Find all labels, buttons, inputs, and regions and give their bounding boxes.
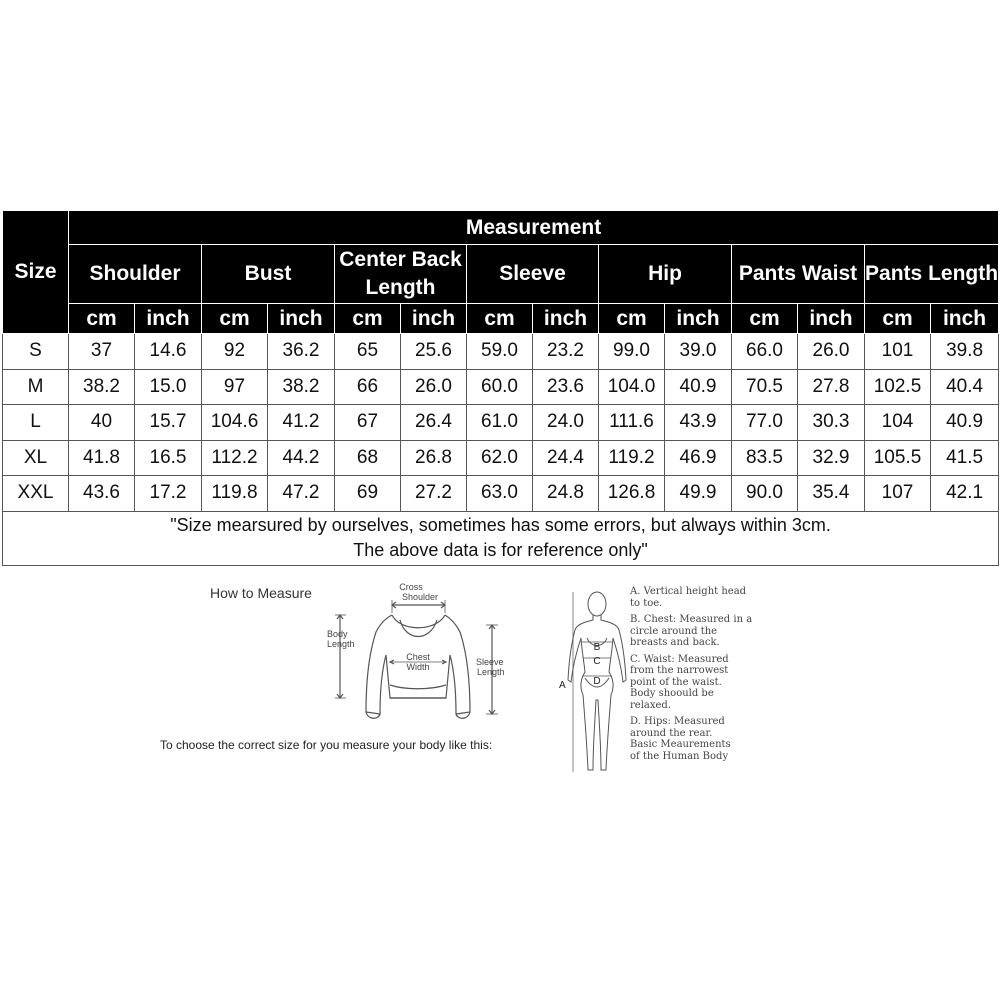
body-label-b: B (593, 642, 601, 653)
value-cell: 59.0 (467, 334, 533, 370)
table-row (3, 476, 999, 512)
measure-instruction: To choose the correct size for you measure your body like this: (160, 738, 493, 752)
value-cell: 30.3 (798, 405, 865, 441)
value-cell: 68 (335, 440, 401, 476)
value-cell: 101 (865, 334, 931, 370)
value-cell: 119.2 (599, 440, 665, 476)
value-cell: 104.0 (599, 369, 665, 405)
size-cell: XXL (3, 476, 69, 512)
value-cell: 66 (335, 369, 401, 405)
bust-header: Bust (202, 245, 335, 304)
pants-length-header: Pants Length (865, 245, 999, 304)
value-cell: 90.0 (732, 476, 798, 512)
value-cell: 23.6 (533, 369, 599, 405)
value-cell: 105.5 (865, 440, 931, 476)
body-label-d: D (593, 676, 601, 687)
value-cell: 26.0 (798, 334, 865, 370)
unit-inch-header: inch (798, 304, 865, 334)
unit-inch-header: inch (533, 304, 599, 334)
value-cell: 27.2 (401, 476, 467, 512)
value-cell: 83.5 (732, 440, 798, 476)
value-cell: 63.0 (467, 476, 533, 512)
cross-shoulder-label-2: Shoulder (401, 592, 439, 602)
value-cell: 46.9 (665, 440, 732, 476)
sleeve-length-label-2: Length (477, 667, 505, 677)
table-row (3, 405, 999, 441)
sleeve-header: Sleeve (467, 245, 599, 304)
table-note-line-1: "Size mearsured by ourselves, sometimes has some errors, but always within 3cm. (170, 515, 831, 535)
unit-cm-header: cm (865, 304, 931, 334)
size-cell: XL (3, 440, 69, 476)
value-cell: 43.9 (665, 405, 732, 441)
value-cell: 61.0 (467, 405, 533, 441)
value-cell: 107 (865, 476, 931, 512)
body-length-label-1: Body (327, 629, 348, 639)
table-row (3, 369, 999, 405)
value-cell: 23.2 (533, 334, 599, 370)
value-cell: 69 (335, 476, 401, 512)
value-cell: 40.9 (665, 369, 732, 405)
table-body (3, 334, 999, 566)
value-cell: 37 (69, 334, 135, 370)
value-cell: 104.6 (202, 405, 268, 441)
value-cell: 119.8 (202, 476, 268, 512)
value-cell: 16.5 (135, 440, 202, 476)
value-cell: 24.4 (533, 440, 599, 476)
cross-shoulder-label-1: Cross (399, 582, 423, 592)
note-d: D. Hips: Measured around the rear. Basic Meaurements of the Human Body (630, 716, 731, 762)
table-note-row (3, 511, 999, 565)
unit-inch-header: inch (401, 304, 467, 334)
chest-width-label-1: Chest (406, 652, 430, 662)
value-cell: 97 (202, 369, 268, 405)
value-cell: 70.5 (732, 369, 798, 405)
size-cell: M (3, 369, 69, 405)
measurement-notes (630, 586, 770, 767)
value-cell: 102.5 (865, 369, 931, 405)
center-back-length-header: Center Back Length (335, 245, 467, 304)
value-cell: 24.8 (533, 476, 599, 512)
value-cell: 14.6 (135, 334, 202, 370)
note-b: B. Chest: Measured in a circle around the breasts and back. (630, 614, 753, 648)
value-cell: 39.0 (665, 334, 732, 370)
value-cell: 39.8 (931, 334, 999, 370)
how-to-measure-section (0, 570, 1000, 800)
unit-inch-header: inch (268, 304, 335, 334)
value-cell: 26.8 (401, 440, 467, 476)
unit-cm-header: cm (599, 304, 665, 334)
unit-inch-header: inch (665, 304, 732, 334)
value-cell: 15.7 (135, 405, 202, 441)
value-cell: 92 (202, 334, 268, 370)
value-cell: 65 (335, 334, 401, 370)
value-cell: 77.0 (732, 405, 798, 441)
chest-width-label-2: Width (406, 662, 430, 672)
body-length-label-2: Length (327, 639, 355, 649)
value-cell: 24.0 (533, 405, 599, 441)
value-cell: 25.6 (401, 334, 467, 370)
value-cell: 112.2 (202, 440, 268, 476)
unit-inch-header: inch (931, 304, 999, 334)
value-cell: 62.0 (467, 440, 533, 476)
pants-waist-header: Pants Waist (732, 245, 865, 304)
value-cell: 17.2 (135, 476, 202, 512)
unit-row (3, 304, 999, 334)
size-cell: L (3, 405, 69, 441)
value-cell: 42.1 (931, 476, 999, 512)
unit-cm-header: cm (467, 304, 533, 334)
value-cell: 43.6 (69, 476, 135, 512)
value-cell: 49.9 (665, 476, 732, 512)
value-cell: 35.4 (798, 476, 865, 512)
unit-cm-header: cm (202, 304, 268, 334)
value-cell: 32.9 (798, 440, 865, 476)
garment-measure-diagram (320, 580, 530, 730)
table-row (3, 334, 999, 370)
how-to-measure-title: How to Measure (210, 585, 312, 601)
value-cell: 41.8 (69, 440, 135, 476)
value-cell: 111.6 (599, 405, 665, 441)
unit-cm-header: cm (69, 304, 135, 334)
value-cell: 26.4 (401, 405, 467, 441)
unit-cm-header: cm (732, 304, 798, 334)
table-note-line-2: The above data is for reference only" (353, 540, 648, 560)
body-label-a: A (559, 680, 566, 691)
unit-cm-header: cm (335, 304, 401, 334)
value-cell: 60.0 (467, 369, 533, 405)
table-row (3, 440, 999, 476)
measurement-header: Measurement (69, 211, 999, 245)
size-cell: S (3, 334, 69, 370)
body-measure-diagram (555, 580, 630, 780)
value-cell: 36.2 (268, 334, 335, 370)
value-cell: 47.2 (268, 476, 335, 512)
value-cell: 41.5 (931, 440, 999, 476)
value-cell: 26.0 (401, 369, 467, 405)
value-cell: 66.0 (732, 334, 798, 370)
value-cell: 40.4 (931, 369, 999, 405)
note-a: A. Vertical height head to toe. (630, 586, 747, 609)
value-cell: 41.2 (268, 405, 335, 441)
note-c: C. Waist: Measured from the narrowest point of the waist. Body shoould be relaxed. (630, 653, 729, 711)
shoulder-header: Shoulder (69, 245, 202, 304)
value-cell: 99.0 (599, 334, 665, 370)
value-cell: 67 (335, 405, 401, 441)
table-note (3, 511, 999, 565)
body-label-c: C (593, 656, 601, 667)
size-column-header: Size (3, 211, 69, 334)
value-cell: 104 (865, 405, 931, 441)
value-cell: 126.8 (599, 476, 665, 512)
value-cell: 44.2 (268, 440, 335, 476)
value-cell: 27.8 (798, 369, 865, 405)
value-cell: 38.2 (69, 369, 135, 405)
value-cell: 38.2 (268, 369, 335, 405)
value-cell: 40.9 (931, 405, 999, 441)
value-cell: 40 (69, 405, 135, 441)
hip-header: Hip (599, 245, 732, 304)
value-cell: 15.0 (135, 369, 202, 405)
size-chart-table (2, 210, 999, 566)
unit-inch-header: inch (135, 304, 202, 334)
sleeve-length-label-1: Sleeve (476, 657, 504, 667)
